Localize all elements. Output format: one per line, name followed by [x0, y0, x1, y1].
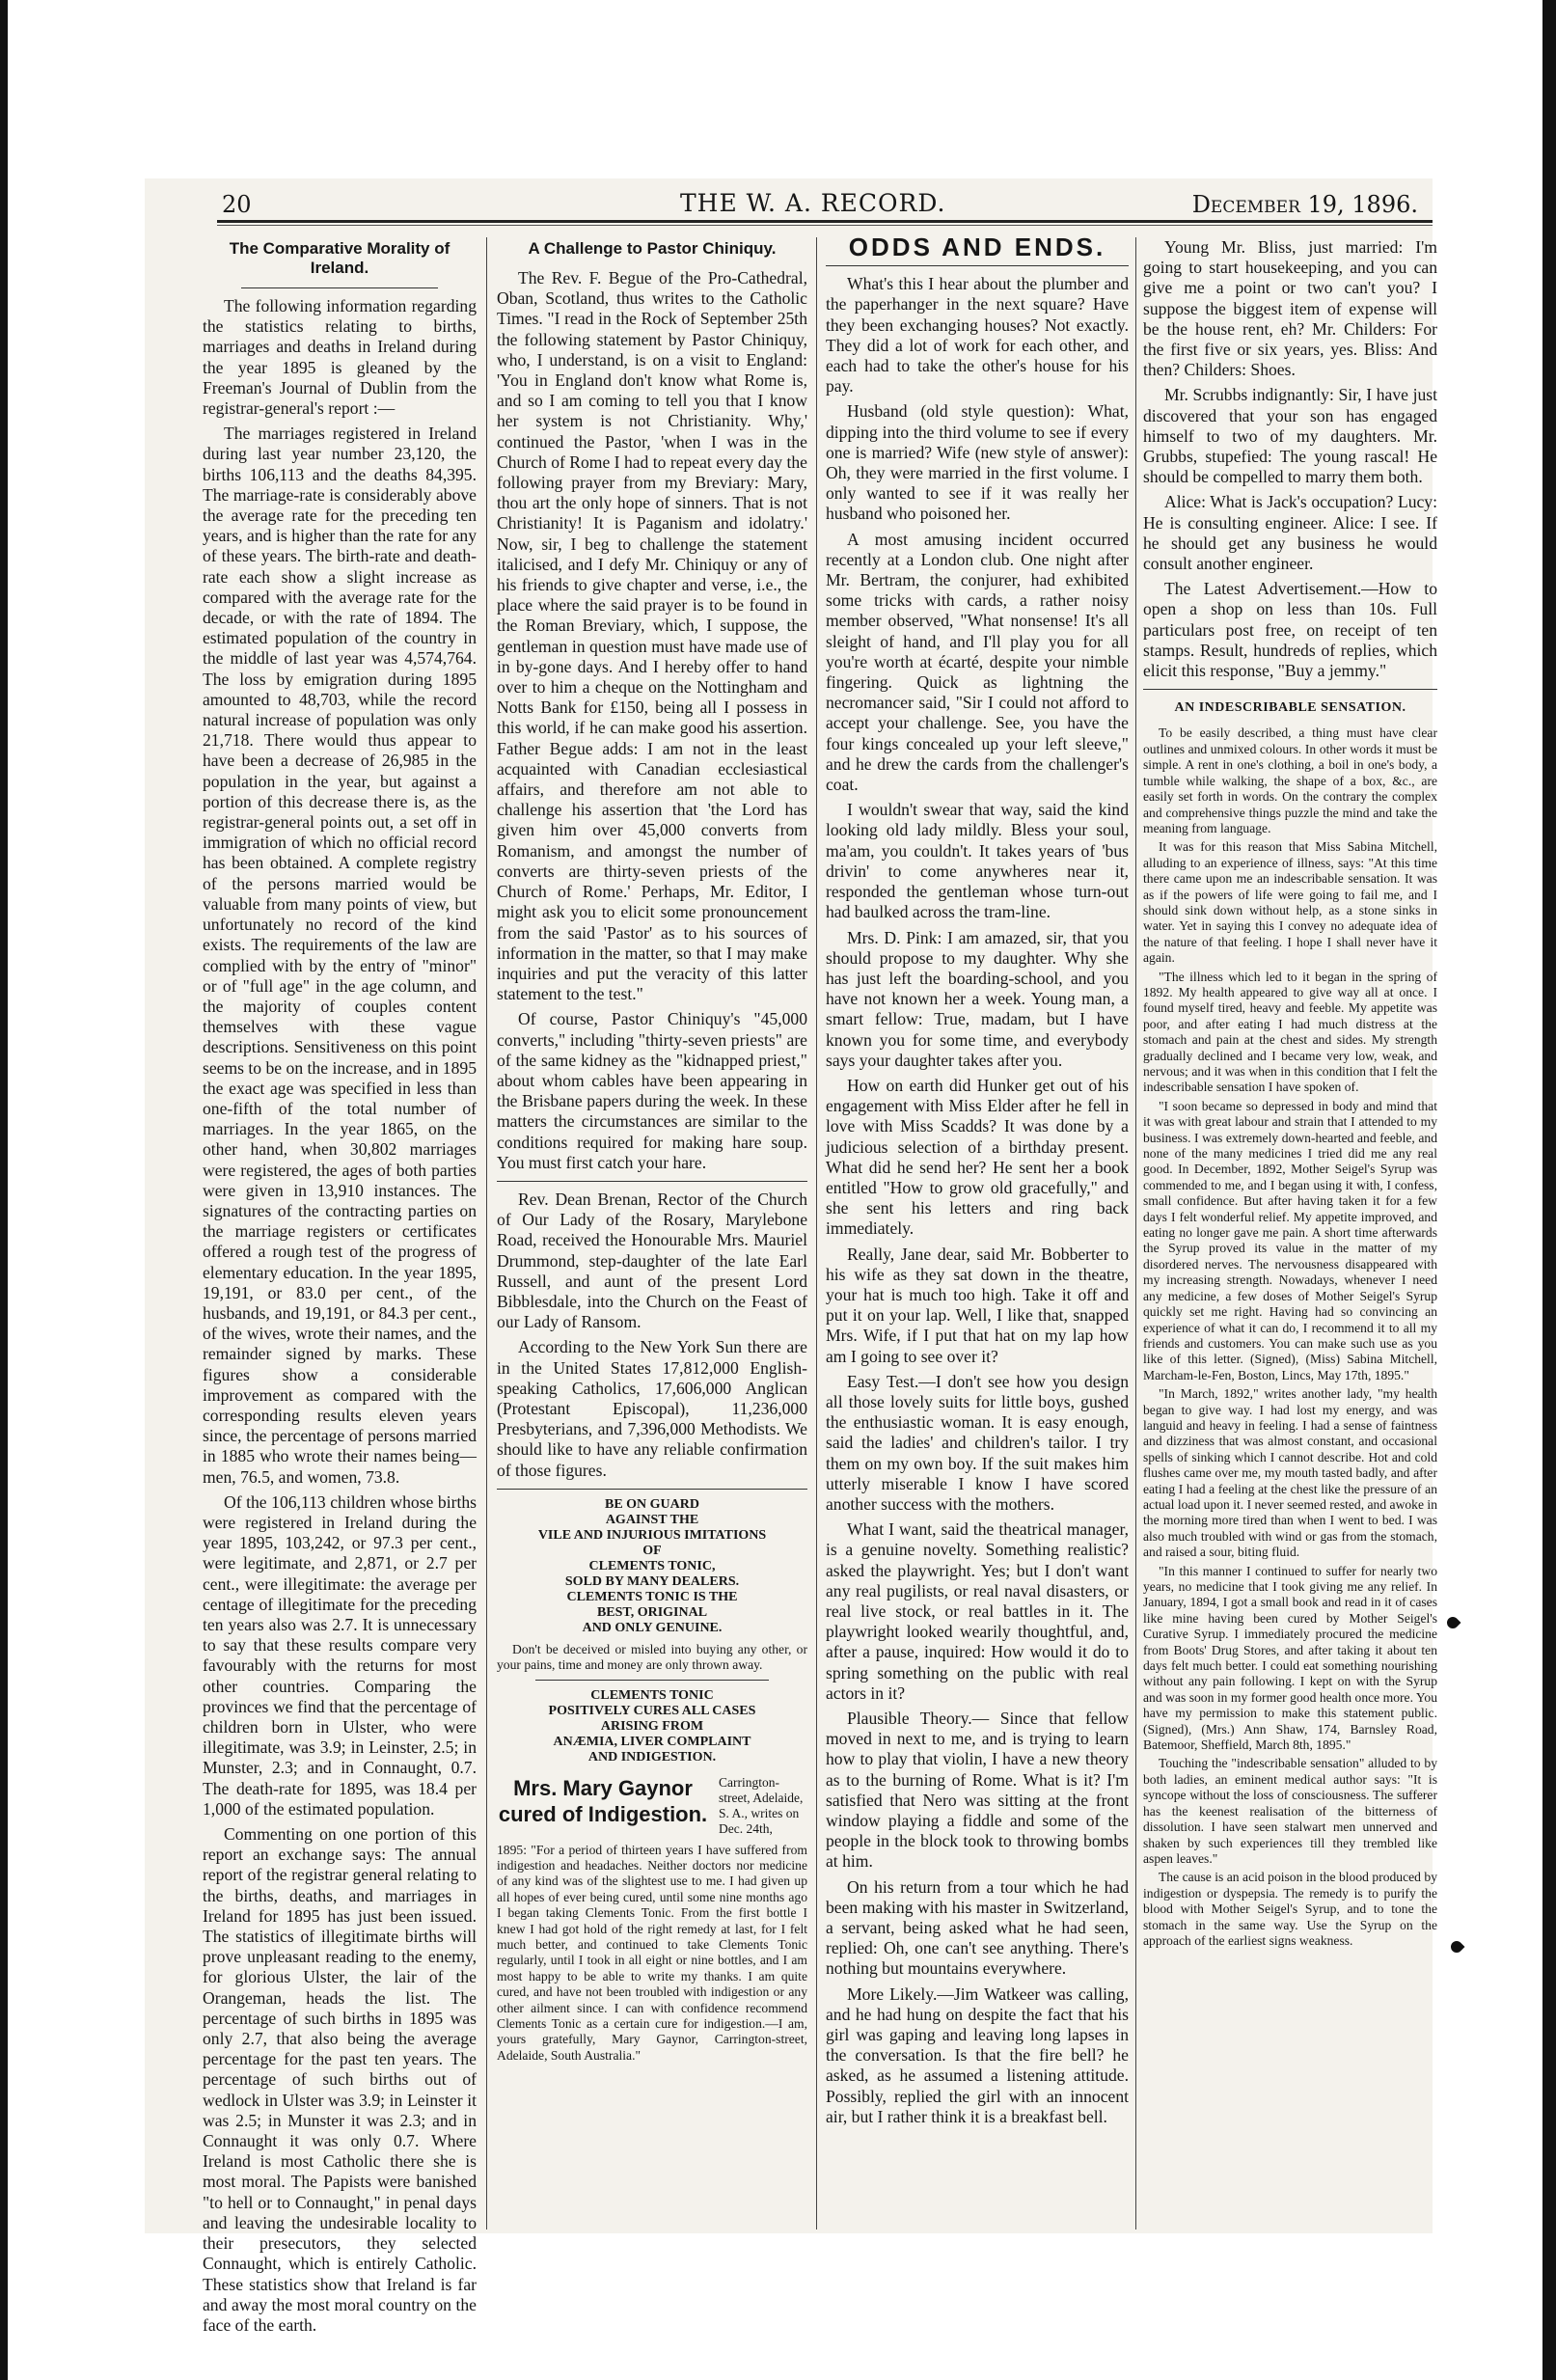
article-paragraph: Easy Test.—I don't see how you design all those lovely suits for little boys, gushed the enthusiastic woman. It is easy enough, said the ladies' and children's tailor. I try them on my own boy. If the suit makes him utterly miserable I know I have scored another success with the mothers.	[826, 1371, 1129, 1514]
advertisement-warning	[497, 1497, 807, 1636]
article-paragraph: The Latest Advertisement.—How to open a shop on less than 10s. Full particulars post free, on receipt of ten stamps. Result, hundreds of replies, which elicit this response, "Buy a jemmy."	[1143, 579, 1437, 681]
ad-note-text: Don't be deceived or misled into buying any other, or your pains, time and money are only thrown away.	[497, 1641, 807, 1673]
column-rule	[1135, 237, 1136, 2230]
scan-edge-left	[0, 0, 8, 2380]
article-heading: The Comparative Morality of Ireland.	[229, 239, 450, 277]
ad-paragraph: "I soon became so depressed in body and mind that it was with great labour and strain that I attended to my business. I was extremely down-hearted and feeble, and none of the many medicines I tried did me any real good. In December, 1892, Mother Seigel's Syrup was commended to me, and I began using it with, I confess, small confidence. But after having taken it for a few days I felt wonderful relief. My appetite improved, and eating no longer gave me pain. A short time afterwards the Syrup proved its value in the matter of my disordered nerves. The nervousness disappeared with my increasing strength. Nowadays, whenever I need any medicine, a few doses of Mother Seigel's Syrup quickly set me right. Having had so convincing an experience of what it can do, I recommend it to all my friends and customers. You can make such use as you like of this letter. (Signed), (Miss) Sabina Mitchell, Marcham-le-Fen, Boston, Lincs, May 17th, 1895."	[1143, 1098, 1437, 1382]
column-4	[1143, 237, 1437, 2230]
testimonial-name: Mrs. Mary Gaynor cured of Indigestion.	[498, 1775, 708, 1826]
pointing-hand-icon	[1445, 1615, 1461, 1631]
ad-paragraph: "In March, 1892," writes another lady, "my health began to give way. I had lost my energy, and was languid and heavy in feeling. I had a sense of faintness and dizziness that was almost constant, and occasional spells of sinking which I cannot describe. Hot and cold flushes came over me, my mouth tasted badly, and after eating I had a feeling at the chest like the pressure of an actual load upon it. I never seemed rested, and awoke in the morning more tired than when I went to bed. I was also much troubled with wind or gas from the stomach, and raised a sour, biting fluid.	[1143, 1386, 1437, 1560]
masthead-rule	[217, 220, 1433, 223]
advertisement-note	[497, 1642, 807, 1674]
masthead-rule-thin	[217, 225, 1433, 226]
ad-line: SOLD BY MANY DEALERS.	[564, 1573, 740, 1589]
article-paragraph: How on earth did Hunker get out of his engagement with Miss Elder after he fell in love with Miss Scadds? It was done by a judicious selection of a birthday present. What did he send her? He sent her a book entitled "How to grow old gracefully," and she sent his letters and ring back immediately.	[826, 1075, 1129, 1239]
column-2	[497, 237, 807, 2230]
ad-paragraph: The cause is an acid poison in the blood produced by indigestion or dyspepsia. The remedy is to purify the blood with Mother Seigel's Syrup, and to tone the stomach in the same way. Use the Syrup on the approach of the earliest signs weakness.	[1143, 1870, 1437, 1948]
ad-line: AGAINST THE	[605, 1512, 699, 1527]
page-number: 20	[222, 191, 252, 218]
testimonial-header	[497, 1775, 807, 1837]
testimonial-text: 1895: "For a period of thirteen years I have suffered from indigestion and headaches. Neither doctors nor medicine of any kind was of the slightest use to me. I had given up all hopes of ever being cured, until some nine months ago I began taking Clements Tonic. From the first bottle I knew I had got hold of the right remedy at last, for I felt much better, and continued to take Clements Tonic regularly, until I took in all eight or nine bottles, and I am most happy to be able to write my thanks. I am quite cured, and have not been troubled with indigestion or any other ailment since. I can with confidence recommend Clements Tonic as a certain cure for indigestion.—I am, yours gratefully, Mary Gaynor, Carrington-street, Adelaide, South Australia."	[497, 1842, 807, 2063]
column-rule	[816, 237, 817, 2230]
advertisement-body	[1143, 725, 1437, 1949]
divider	[497, 1489, 807, 1490]
article-paragraph: Husband (old style question): What, dipping into the third volume to see if every one is married? Wife (new style of answer): Oh, they were married in the first volume. I only wanted to see if it was really her husband who poisoned her.	[826, 401, 1129, 524]
ad-line: AND INDIGESTION.	[587, 1749, 717, 1764]
article-paragraph: Really, Jane dear, said Mr. Bobberter to his wife as they sat down in the theatre, your hat is much too high. Take it off and put it on your lap. Well, I like that, snapped Mrs. Wife, if I put that hat on my lap how am I going to see over it?	[826, 1244, 1129, 1366]
masthead	[212, 185, 1437, 218]
article-paragraph: Young Mr. Bliss, just married: I'm going to start housekeeping, and you can give me a point or two can't you? I suppose the biggest item of expense will be the house rent, eh? Mr. Childers: For the first five or six years, yes. Bliss: And then? Childers: Shoes.	[1143, 237, 1437, 380]
ad-line: VILE AND INJURIOUS IMITATIONS	[537, 1527, 767, 1543]
column-3	[826, 233, 1129, 2230]
ad-line: CLEMENTS TONIC	[590, 1687, 714, 1703]
ad-line: POSITIVELY CURES ALL CASES	[548, 1703, 756, 1718]
article-paragraph: Commenting on one portion of this report an exchange says: The annual report of the registrar general relating to the births, deaths, and marriages in Ireland for 1895 has just been issued. The statistics of illegitimate births will prove unpleasant reading to the enemy, for glorious Ulster, the lair of the Orangeman, heads the list. The percentage of such births in 1895 was only 2.7, that also being the average percentage for the past ten years. The percentage of such births out of wedlock in Ulster was 3.9; in Leinster it was 2.5; in Munster it was 2.3; and in Connaught it was only 0.7. Where Ireland is most Catholic there she is most moral. The Papists were banished "to hell or to Connaught," in penal days and leaving the undesirable locality to their presecutors, they selected Connaught, which is entirely Catholic. These statistics show that Ireland is far and away the most moral country on the face of the earth.	[203, 1824, 477, 2335]
article-paragraph: Mrs. D. Pink: I am amazed, sir, that you should propose to my daughter. Why she has just left the boarding-school, and you have not known her a week. Young man, a smart fellow: True, madam, but I have known you for some time, and everybody says your daughter takes after you.	[826, 927, 1129, 1070]
article-paragraph: The Rev. F. Begue of the Pro-Cathedral, Oban, Scotland, thus writes to the Catholic Times. "I read in the Rock of September 25th the following statement by Pastor Chiniquy, who, I understand, is on a visit to England: 'You in England don't know what Rome is, and so I am coming to tell you that I know her system is not Christianity. Why,' continued the Pastor, 'when I was in the Church of Rome I had to repeat every day the following prayer from my Breviary: Mary, thou art the only hope of sinners. That is not Christianity! It is Paganism and idolatry.' Now, sir, I beg to challenge the statement italicised, and I defy Mr. Chiniquy or any of his friends to give chapter and verse, i.e., the place where the said prayer is to be found in the Roman Breviary, which, I suppose, the gentleman in question must have made use of in by-gone days. And I hereby offer to hand over to him a cheque on the Nottingham and Notts Bank for £150, being all I possess in this world, if he can make good his assertion. Father Begue adds: I am not in the least acquainted with Canadian ecclesiastical affairs, and therefore am not able to challenge his assertion that 'the Lord has given him over 45,000 converts from Romanism, and amongst the number of converts are thirty-seven priests of the Church of Rome.' Perhaps, Mr. Editor, I might ask you to elicit some pronouncement from the said 'Pastor' as to his sources of information in the matter, so that I may make inquiries and put the veracity of this latter statement to the test."	[497, 268, 807, 1004]
divider	[1143, 689, 1437, 690]
divider	[497, 1181, 807, 1182]
ad-line: CLEMENTS TONIC,	[588, 1558, 716, 1573]
ad-line: AND ONLY GENUINE.	[582, 1620, 723, 1635]
article-paragraph: A most amusing incident occurred recently at a London club. One night after Mr. Bertram, the conjurer, had exhibited some tricks with cards, a rather noisy member observed, "What nonsense! It's all sleight of hand, and I'll play you for all you're worth at écarté, despite your nimble fingering. Quick as lightning the necromancer said, "Sir I could not afford to accept your challenge. See, you have the four kings concealed up your left sleeve," and he drew the cards from the challenger's coat.	[826, 529, 1129, 795]
divider	[241, 287, 438, 288]
divider	[535, 1680, 769, 1681]
testimonial-body	[497, 1843, 807, 2065]
ad-paragraph: To be easily described, a thing must have clear outlines and unmixed colours. In other words it must be simple. A rent in one's clothing, a boil in one's body, a tumble while walking, the shape of a box, &c., are easily set forth in words. On the contrary the complex and comprehensive things puzzle the mind and take the meaning from language.	[1143, 725, 1437, 835]
article-paragraph: Rev. Dean Brenan, Rector of the Church of Our Lady of the Rosary, Marylebone Road, received the Honourable Mrs. Mauriel Drummond, step-daughter of the late Earl Russell, and aunt of the present Lord Bibblesdale, into the Church on the Feast of our Lady of Ransom.	[497, 1189, 807, 1332]
divider	[826, 265, 1129, 266]
column-rule	[486, 237, 487, 2230]
advertisement-heading: AN INDESCRIBABLE SENSATION.	[1174, 700, 1406, 716]
ad-line: CLEMENTS TONIC IS THE	[566, 1589, 738, 1604]
article-paragraph: According to the New York Sun there are in the United States 17,812,000 English-speaking Catholics, 17,606,000 Anglican (Protestant Episcopal), 11,236,000 Presbyterians, and 7,396,000 Methodists. We should like to have any reliable confirmation of those figures.	[497, 1337, 807, 1480]
article-paragraph: I wouldn't swear that way, said the kind looking old lady mildly. Bless your soul, ma'am, you couldn't. It takes years of 'bus drivin' to come anywheres near it, responded the gentleman whose turn-out had baulked across the tram-line.	[826, 800, 1129, 922]
ad-line: ARISING FROM	[600, 1718, 704, 1734]
ad-line: BEST, ORIGINAL	[596, 1604, 708, 1620]
article-paragraph: The marriages registered in Ireland during last year number 23,120, the births 106,113 and the deaths 84,395. The marriage-rate is considerably above the average rate for the preceding ten years, and is higher than the rate for any of these years. The birth-rate and death-rate each show a slight increase as compared with the average rate for the decade, or with the rate of 1894. The estimated population of the country in the middle of last year was 4,574,764. The loss by emigration during 1895 amounted to 48,703, while the record natural increase of population was only 21,718. There would thus appear to have been a decrease of 26,985 in the population in the year, but against a portion of this decrease there is, as the registrar-general points out, a set off in immigration of which no official record has been obtained. A complete registry of the persons married would be valuable from many points of view, but unfortunately no record of the kind exists. The requirements of the law are complied with by the entry of "minor" or of "full age" in the age column, and the majority of couples content themselves with these vague descriptions. Sensitiveness on this point seems to be on the increase, and in 1895 the exact age was specified in less than one-fifth of the total number of marriages. In the year 1865, on the other hand, when 30,802 marriages were registered, the ages of both parties were given in 13,910 instances. The signatures of the contracting parties on the marriage registers or certificates offered a rough test of the progress of elementary education. In the year 1895, 19,191, or 83.0 per cent., of the husbands, and 19,191, or 84.3 per cent., of the wives, wrote their names, and the remainder signed by marks. These figures show a considerable improvement as compared with the corresponding results eleven years since, the percentage of persons married in 1885 who wrote their names being—men, 76.5, and women, 73.8.	[203, 424, 477, 1487]
testimonial-address: Carrington-street, Adelaide, S. A., writes on Dec. 24th,	[719, 1774, 804, 1836]
article-paragraph: Mr. Scrubbs indignantly: Sir, I have just discovered that your son has engaged himself to two of my daughters. Mr. Grubbs, stupefied: The young rascal! He should be compelled to marry them both.	[1143, 385, 1437, 487]
pointing-hand-icon	[1449, 1939, 1465, 1956]
article-paragraph: The following information regarding the statistics relating to births, marriages and deaths in Ireland during the year 1895 is gleaned by the Freeman's Journal of Dublin from the registrar-general's report :—	[203, 296, 477, 419]
ad-line: ANÆMIA, LIVER COMPLAINT	[553, 1734, 751, 1749]
ad-line: BE ON GUARD	[604, 1496, 699, 1512]
publication-title: THE W. A. RECORD.	[680, 189, 946, 217]
ad-paragraph: It was for this reason that Miss Sabina Mitchell, alluding to an experience of illness, says: "At this time there came upon me an indescribable sensation. It was as if the powers of life were going to fail me, and I should sink down without help, as a stone sinks in water. Yet in saying this I convey no adequate idea of the nature of that feeling. I hope I shall never have it again.	[1143, 839, 1437, 966]
scan-edge-right	[1542, 0, 1556, 2380]
ad-paragraph: Touching the "indescribable sensation" alluded to by both ladies, an eminent medical author says: "It is syncope without the loss of consciousness. The sufferer has the keenest realisation of the bitterness of dissolution. I have seen stalwart men unnerved and shaken by such experiences till they trembled like aspen leaves."	[1143, 1756, 1437, 1866]
ad-line: OF	[642, 1543, 662, 1558]
section-heading: ODDS AND ENDS.	[848, 233, 1106, 261]
article-paragraph: Plausible Theory.— Since that fellow moved in next to me, and is trying to learn how to play that violin, I have a new theory as to the burning of Rome. What is it? I'm satisfied that Nero was sitting at the front window playing a fiddle and some of the people in the block took to throwing bombs at him.	[826, 1709, 1129, 1872]
article-paragraph: More Likely.—Jim Watkeer was calling, and he had hung on despite the fact that his girl was gaping and leaving long lapses in the conversation. Is that the fire bell? he asked, as he assumed a listening attitude. Possibly, replied the girl with an innocent air, but I rather think it is a breakfast bell.	[826, 1983, 1129, 2126]
article-paragraph: What's this I hear about the plumber and the paperhanger in the next square? Have they been exchanging houses? Not exactly. They did a lot of work for each other, and each had to take the other's house for his pay.	[826, 274, 1129, 397]
article-heading: A Challenge to Pastor Chiniquy.	[528, 239, 777, 258]
ad-paragraph: "The illness which led to it began in the spring of 1892. My health appeared to give way all at once. I found myself tired, heavy and feeble. My appetite was poor, and after eating I had much distress at the stomach and pain at the chest and sides. My strength gradually declined and I became very low, weak, and nervous; and it was when in this condition that I felt the indescribable sensation I have spoken of.	[1143, 969, 1437, 1095]
column-1	[203, 237, 477, 2335]
article-paragraph: What I want, said the theatrical manager, is a genuine novelty. Something realistic? asked the playwright. Yes; but I don't want any real pugilists, or real naval disasters, or real live stock, or real battles in it. The playwright looked wearily thoughtful, and, after a pause, inquired: How would it do to spring something on the public with real actors in it?	[826, 1519, 1129, 1703]
article-paragraph: On his return from a tour which he had been making with his master in Switzerland, a servant, being asked what he had seen, replied: Oh, one can't see anything. There's nothing but mountains everywhere.	[826, 1876, 1129, 1979]
ad-paragraph: "In this manner I continued to suffer for nearly two years, no medicine that I took giving me any relief. In January, 1894, I got a small book and read in it of cases like mine having been cured by Mother Seigel's Curative Syrup. I immediately procured the medicine from Boots' Drug Stores, and after taking it about ten days felt much better. I could eat something nourishing without any pain following. I kept on with the Syrup and was soon in my former good health once more. You have my permission to make this statement public. (Signed), (Mrs.) Ann Shaw, 174, Barnsley Road, Batemoor, Sheffield, March 8th, 1895."	[1143, 1563, 1437, 1753]
article-paragraph: Alice: What is Jack's occupation? Lucy: He is consulting engineer. Alice: I see. If he should get any business he would consult another engineer.	[1143, 492, 1437, 574]
article-paragraph: Of the 106,113 children whose births were registered in Ireland during the year 1895, 103,242, or 97.3 per cent., were legitimate, and 2,871, or 2.7 per cent., were illegitimate: the average per centage of illegitimate for the preceding ten years also was 2.7. It is unnecessary to say that these results compare very favourably with the returns for most other countries. Comparing the provinces we find that the percentage of children born in Ulster, who were illegitimate, was 3.9; in Leinster, 2.5; in Munster, 2.3; and in Connaught, 0.7. The death-rate for 1895, was 18.4 per 1,000 of the estimated population.	[203, 1491, 477, 1819]
article-paragraph: Of course, Pastor Chiniquy's "45,000 converts," including "thirty-seven priests" are of the same kidney as the "kidnapped priest," about whom cables have been appearing in the Brisbane papers during the week. In these matters the circumstances are similar to the conditions required for making hare soup. You must first catch your hare.	[497, 1009, 807, 1172]
advertisement-tonic	[497, 1688, 807, 1765]
issue-date: December 19, 1896.	[1191, 191, 1418, 218]
